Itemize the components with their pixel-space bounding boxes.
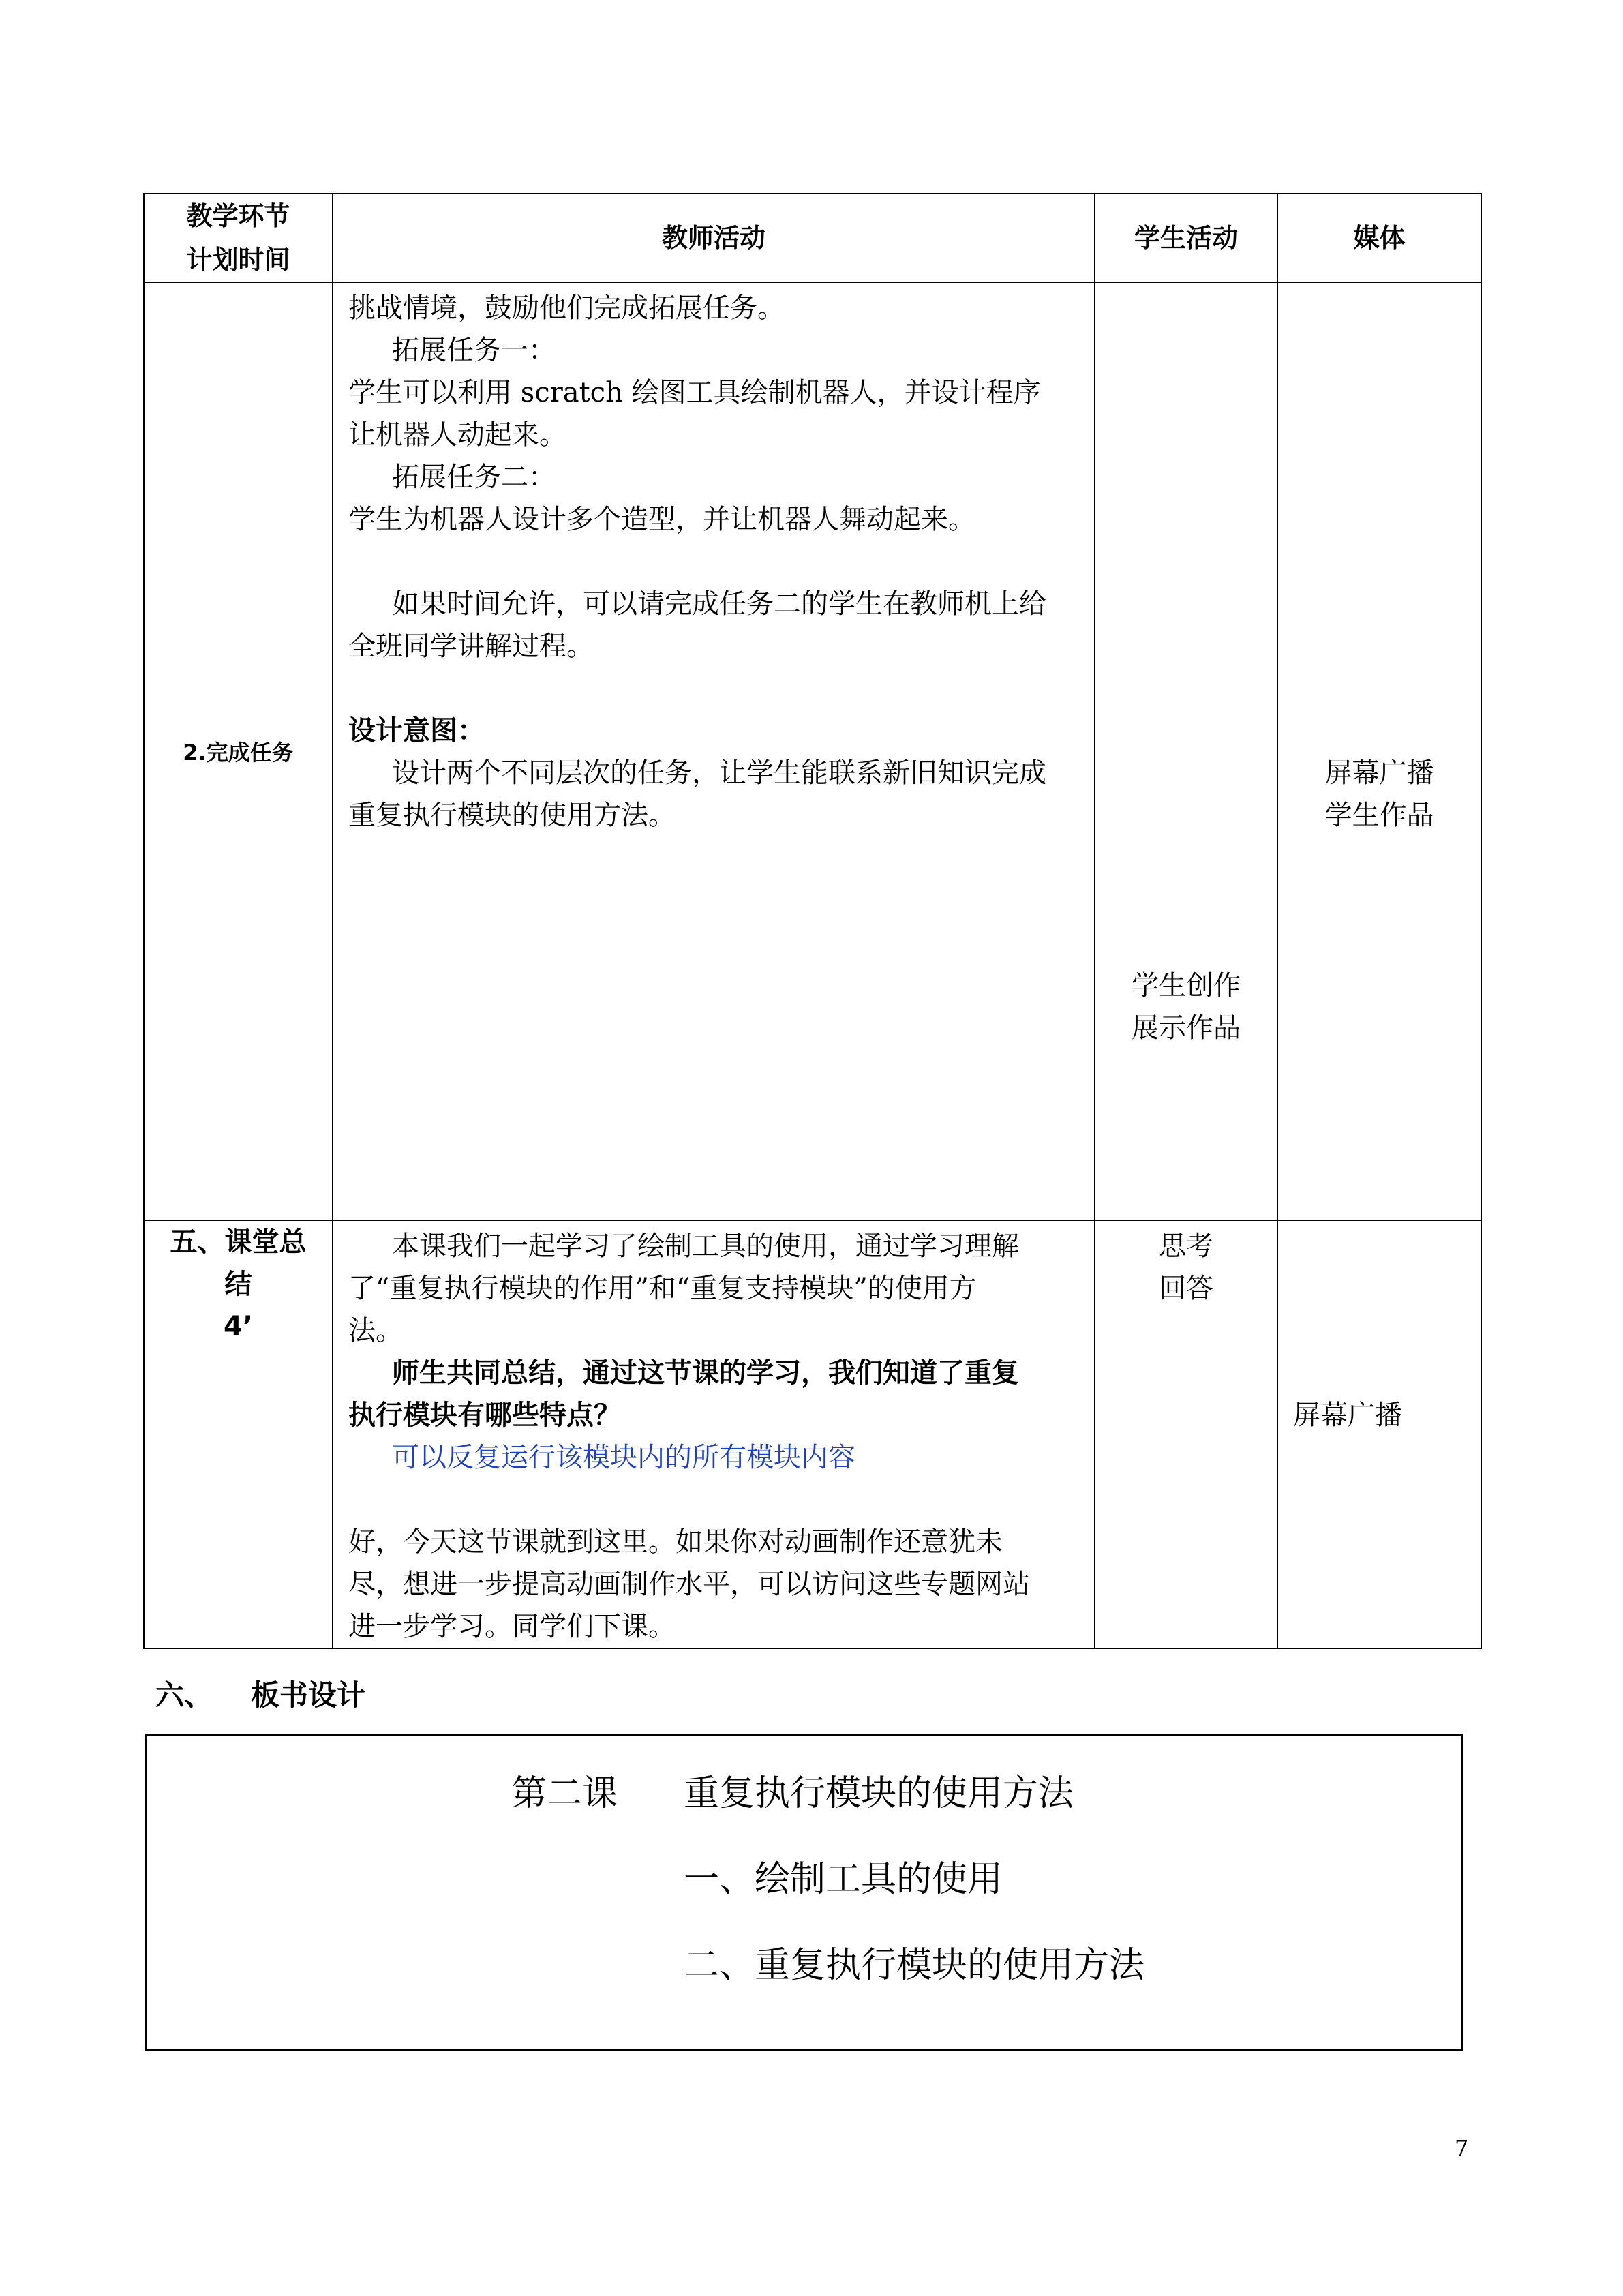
text-line: 展示作品	[1132, 1012, 1241, 1044]
header-teacher: 教师活动	[333, 194, 1095, 282]
header-student: 学生活动	[1095, 194, 1277, 282]
text-line: 学生可以利用 scratch 绘图工具绘制机器人，并设计程序	[348, 377, 1041, 408]
header-media: 媒体	[1277, 194, 1481, 282]
text-line: 结	[224, 1269, 252, 1300]
section-number: 六、	[155, 1678, 213, 1712]
blackboard-design-box	[145, 1734, 1463, 2051]
header-stage-line1: 教学环节	[186, 201, 290, 231]
text-line: 思考	[1159, 1230, 1213, 1262]
text-line: 学生作品	[1324, 800, 1434, 831]
text-line: 屏幕广播	[1324, 757, 1434, 789]
text-line: 屏幕广播	[1293, 1400, 1402, 1431]
board-lesson-label: 第二课	[511, 1773, 618, 1814]
table-row	[144, 282, 1481, 1220]
answer-text: 可以反复运行该模块内的所有模块内容	[392, 1442, 855, 1473]
text-line: 执行模块有哪些特点？	[348, 1399, 621, 1431]
lesson-plan-table	[143, 193, 1482, 1649]
media-cell	[1277, 1220, 1481, 1648]
header-stage-line2: 计划时间	[186, 245, 290, 275]
board-item-2: 二、重复执行模块的使用方法	[684, 1945, 1145, 1986]
text-line: 进一步学习。同学们下课。	[348, 1611, 676, 1642]
text-line: 学生创作	[1132, 970, 1241, 1001]
text-line: 全班同学讲解过程。	[348, 631, 594, 662]
text-line: 4’	[223, 1311, 254, 1342]
text-line: 拓展任务一：	[392, 335, 556, 366]
section-title: 板书设计	[251, 1678, 366, 1712]
text-line: 拓展任务二：	[392, 462, 556, 493]
text-line: 设计两个不同层次的任务，让学生能联系新旧知识完成	[392, 757, 1046, 789]
section-heading	[155, 1673, 365, 1714]
text-line: 学生为机器人设计多个造型，并让机器人舞动起来。	[348, 504, 975, 535]
text-line: 让机器人动起来。	[348, 419, 566, 451]
header-stage	[144, 194, 333, 282]
media-cell	[1277, 282, 1481, 1220]
text-line: 了“重复执行模块的作用”和“重复支持模块”的使用方	[348, 1273, 977, 1304]
table-header-row	[144, 194, 1481, 282]
board-item-1: 一、绘制工具的使用	[684, 1859, 1003, 1900]
text-line: 挑战情境，鼓励他们完成拓展任务。	[348, 292, 785, 324]
text-line: 尽，想进一步提高动画制作水平，可以访问这些专题网站	[348, 1569, 1030, 1600]
student-activity-cell	[1095, 282, 1277, 1220]
design-intent-heading: 设计意图：	[348, 714, 485, 746]
text-line: 师生共同总结，通过这节课的学习，我们知道了重复	[392, 1357, 1019, 1389]
student-activity-cell	[1095, 1220, 1277, 1648]
stage-cell	[144, 1220, 333, 1648]
text-line: 如果时间允许，可以请完成任务二的学生在教师机上给	[392, 588, 1046, 620]
board-title: 重复执行模块的使用方法	[684, 1773, 1074, 1814]
teacher-activity-cell	[333, 282, 1095, 1220]
table-row	[144, 1220, 1481, 1648]
text-line: 法。	[348, 1315, 403, 1346]
text-line: 本课我们一起学习了绘制工具的使用，通过学习理解	[392, 1230, 1019, 1262]
text-line: 好，今天这节课就到这里。如果你对动画制作还意犹未	[348, 1526, 1003, 1558]
text-line: 五、课堂总	[170, 1226, 307, 1258]
text-line: 回答	[1159, 1273, 1213, 1304]
page-number: 7	[1455, 2135, 1469, 2161]
text-line: 重复执行模块的使用方法。	[348, 800, 676, 831]
teacher-activity-cell	[333, 1220, 1095, 1648]
stage-cell: 2.完成任务	[144, 282, 333, 1220]
